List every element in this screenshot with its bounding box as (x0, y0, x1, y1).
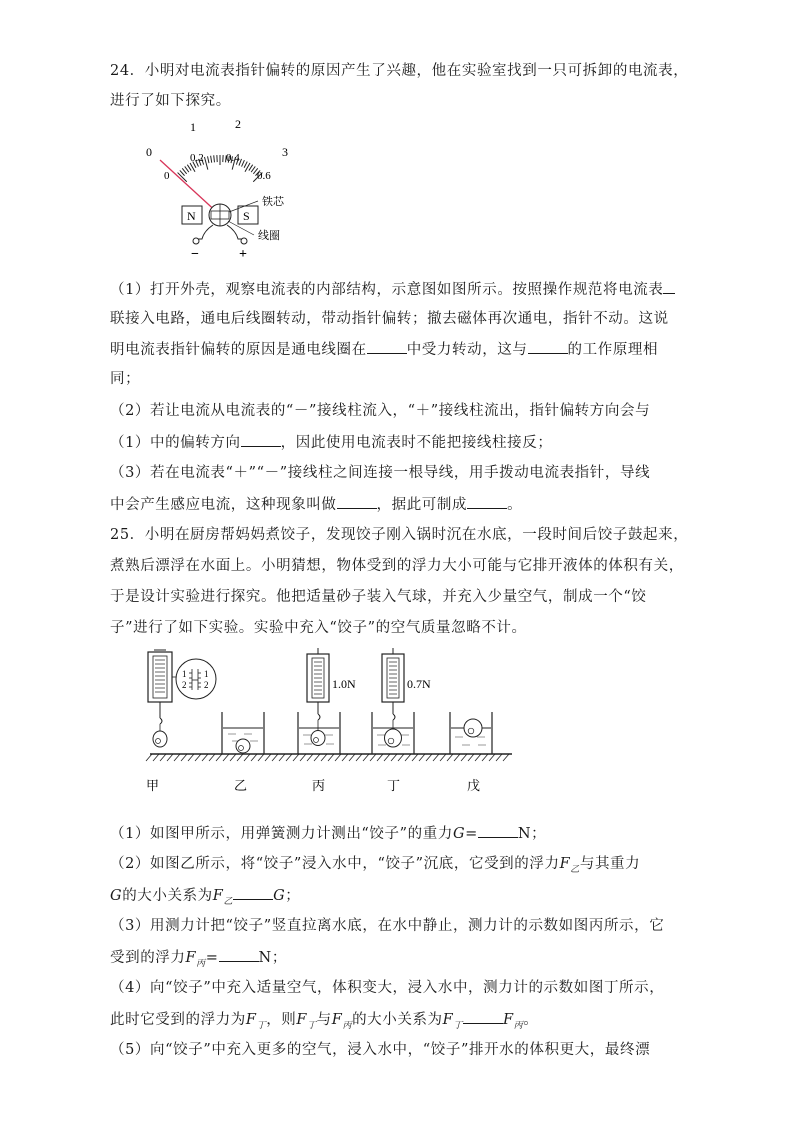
ground-hatch-line (482, 754, 488, 761)
answer-blank[interactable] (367, 338, 407, 354)
scale-reading-ding: 0.7N (407, 677, 431, 691)
ground-hatch-line (503, 754, 509, 761)
ground-hatch-line (293, 754, 299, 761)
ground-hatch-line (307, 754, 313, 761)
ground-hatch-line (244, 754, 250, 761)
ground-hatch-line (412, 754, 418, 761)
ground-hatch-line (405, 754, 411, 761)
ground-hatch-line (342, 754, 348, 761)
ground-hatch-line (265, 754, 271, 761)
answer-blank[interactable] (337, 493, 377, 509)
q25-intro-line2: 煮熟后漂浮在水面上。小明猜想，物体受到的浮力大小可能与它排开液体的体积有关， (110, 558, 684, 574)
scale-tick (204, 157, 207, 170)
ground-hatch-line (398, 754, 404, 761)
scale-tick (211, 156, 212, 163)
zoom-label-right-1: 1 (204, 669, 209, 679)
ground-hatch-line (153, 754, 159, 761)
answer-blank[interactable] (478, 822, 518, 838)
q25-part5-line1: （5）向“饺子”中充入更多的空气，浸入水中，“饺子”排开水的体积更大，最终漂 (110, 1042, 651, 1058)
panel-bing (298, 648, 356, 754)
scale-tick (187, 165, 191, 171)
q25-intro-line3: 于是设计实验进行探究。他把适量砂子装入气球，并充入少量空气，制成一个“饺 (110, 589, 647, 605)
ground-hatch-line (230, 754, 236, 761)
minus-sign: − (191, 247, 199, 262)
scale-tick (180, 170, 185, 175)
q25-part1: （1）如图甲所示，用弹簧测力计测出“饺子”的重力G= N； (110, 822, 546, 845)
ground-hatch-line (363, 754, 369, 761)
scale-top-2: 2 (235, 117, 241, 131)
scale-tick (242, 160, 245, 166)
ground-hatch-line (433, 754, 439, 761)
ground-hatch-line (496, 754, 502, 761)
q25-intro-line1: 25．小明在厨房帮妈妈煮饺子，发现饺子刚入锅时沉在水底，一段时间后饺子鼓起来， (110, 527, 689, 543)
dumpling (464, 719, 482, 737)
terminal-plus (241, 238, 247, 244)
ground-hatch-line (146, 754, 152, 761)
ground-hatch-line (160, 754, 166, 761)
ground-hatch-line (314, 754, 320, 761)
ground-hatch-line (461, 754, 467, 761)
answer-blank[interactable] (233, 884, 273, 900)
dumpling (385, 729, 402, 747)
scale-bottom-0.4: 0.4 (226, 152, 240, 164)
q25-intro-line4: 子”进行了如下实验。实验中充入“饺子”的空气质量忽略不计。 (110, 620, 527, 636)
ground-hatch-line (174, 754, 180, 761)
ground-hatch-line (391, 754, 397, 761)
magnet-s-label: S (243, 209, 250, 223)
ammeter-diagram (130, 115, 320, 265)
q24-part1-line2: 联接入电路，通电后线圈转动，带动指针偏转；撤去磁体再次通电，指针不动。这说 (110, 311, 669, 327)
ground-hatch-line (321, 754, 327, 761)
ground-hatch-line (167, 754, 173, 761)
label-ding: 丁 (387, 778, 401, 793)
scale-tick (208, 156, 209, 163)
ground-hatch-line (419, 754, 425, 761)
q24-part2-line1: （2）若让电流从电流表的“－”接线柱流入，“＋”接线柱流出，指针偏转方向会与 (110, 403, 651, 419)
zoom-label-left-1: 1 (182, 669, 187, 679)
q24-part2-line2: （1）中的偏转方向 ，因此使用电流表时不能把接线柱接反； (110, 431, 552, 454)
zoom-label-right-2: 2 (204, 680, 209, 690)
ground-hatch-line (440, 754, 446, 761)
ground-hatch-line (370, 754, 376, 761)
q25-part2-line1: （2）如图乙所示，将“饺子”浸入水中，“饺子”沉底，它受到的浮力$F_乙$与其重力 (110, 856, 641, 875)
scale-tick (214, 155, 215, 162)
ground-hatch-line (258, 754, 264, 761)
q24-part1-line4: 同； (110, 371, 141, 387)
plus-sign: + (239, 247, 247, 262)
answer-blank[interactable] (467, 493, 507, 509)
ground-hatch-line (251, 754, 257, 761)
ground-hatch-line (426, 754, 432, 761)
ground-hatch-line (447, 754, 453, 761)
ground-hatch-line (349, 754, 355, 761)
q24-intro-line1: 24．小明对电流表指针偏转的原因产生了兴趣，他在实验室找到一只可拆卸的电流表， (110, 63, 689, 79)
zoom-circle (176, 659, 216, 699)
ground-hatch-line (237, 754, 243, 761)
q25-part4-line2: 此时它受到的浮力为$F_丁$，则$F_丁$与$F_丙$的大小关系为$F_丁$ $F_丙$。 (110, 1008, 538, 1037)
label-yi: 乙 (234, 778, 248, 793)
scale-tick (244, 162, 247, 168)
scale-tick (185, 166, 189, 172)
ground-hatch-line (188, 754, 194, 761)
ground-hatch-line (195, 754, 201, 761)
ground-hatch-line (356, 754, 362, 761)
scale-bottom-0: 0 (164, 170, 170, 182)
ground-hatch-line (300, 754, 306, 761)
panel-wu (450, 712, 492, 754)
coil-label: 线圈 (258, 230, 280, 242)
label-wu: 戊 (467, 778, 481, 793)
q24-part3-line2: 中会产生感应电流，这种现象叫做 ，据此可制成 。 (110, 493, 522, 516)
ground-hatch-line (377, 754, 383, 761)
zoom-label-left-2: 2 (182, 680, 187, 690)
q25-part2-line2: G的大小关系为$F_乙$ G； (110, 884, 300, 913)
panel-jia (148, 650, 216, 747)
ground-hatch-line (454, 754, 460, 761)
scale-tick (251, 166, 255, 172)
dumpling-experiment-diagram (140, 642, 520, 802)
ground-hatch-line (202, 754, 208, 761)
ground-hatch-line (272, 754, 278, 761)
ground-hatch-line (216, 754, 222, 761)
scale-tick (182, 168, 186, 173)
label-jia: 甲 (146, 778, 160, 793)
q25-part3-line1: （3）用测力计把“饺子”竖直拉离水底，在水中静止，测力计的示数如图丙所示，它 (110, 918, 665, 934)
ground-hatch-line (223, 754, 229, 761)
ground-hatch-line (279, 754, 285, 761)
q25-part3-line2: 受到的浮力$F_丙= N$； (110, 946, 287, 975)
ground-hatch-line (468, 754, 474, 761)
magnet-n-label: N (187, 209, 196, 223)
q24-part1-line1: （1）打开外壳，观察电流表的内部结构，示意图如图所示。按照操作规范将电流表 (110, 278, 675, 301)
ground-hatch-line (475, 754, 481, 761)
scale-top-0: 0 (146, 145, 152, 159)
ground-hatch-line (384, 754, 390, 761)
scale-top-1: 1 (190, 120, 196, 134)
terminal-minus (193, 238, 199, 244)
ground-hatch-line (209, 754, 215, 761)
ground-hatch (146, 754, 509, 761)
q24-part3-line1: （3）若在电流表“＋”“－”接线柱之间连接一根导线，用手拨动电流表指针，导线 (110, 465, 651, 481)
ground-hatch-line (489, 754, 495, 761)
ground-hatch-line (286, 754, 292, 761)
answer-blank[interactable] (528, 338, 568, 354)
q24-part1-line3: 明电流表指针偏转的原因是通电线圈在 中受力转动，这与 的工作原理相 (110, 338, 658, 361)
scale-top-3: 3 (282, 145, 288, 159)
ground-hatch-line (328, 754, 334, 761)
ground-hatch-line (181, 754, 187, 761)
panel-yi (222, 712, 264, 754)
answer-blank[interactable] (241, 431, 281, 447)
answer-blank[interactable] (463, 1008, 503, 1024)
ground-hatch-line (335, 754, 341, 761)
answer-blank[interactable] (219, 946, 259, 962)
q24-intro-line2: 进行了如下探究。 (110, 93, 231, 109)
scale-bottom-0.6: 0.6 (257, 170, 271, 182)
scale-bottom-0.2: 0.2 (190, 152, 204, 164)
panel-ding (372, 648, 431, 754)
label-bing: 丙 (312, 778, 326, 793)
q25-part4-line1: （4）向“饺子”中充入适量空气，体积变大，浸入水中，测力计的示数如图丁所示， (110, 980, 665, 996)
scale-reading-bing: 1.0N (332, 677, 356, 691)
answer-blank[interactable] (663, 278, 675, 294)
scale-tick (249, 165, 253, 171)
iron-core-label: 铁芯 (262, 196, 284, 208)
